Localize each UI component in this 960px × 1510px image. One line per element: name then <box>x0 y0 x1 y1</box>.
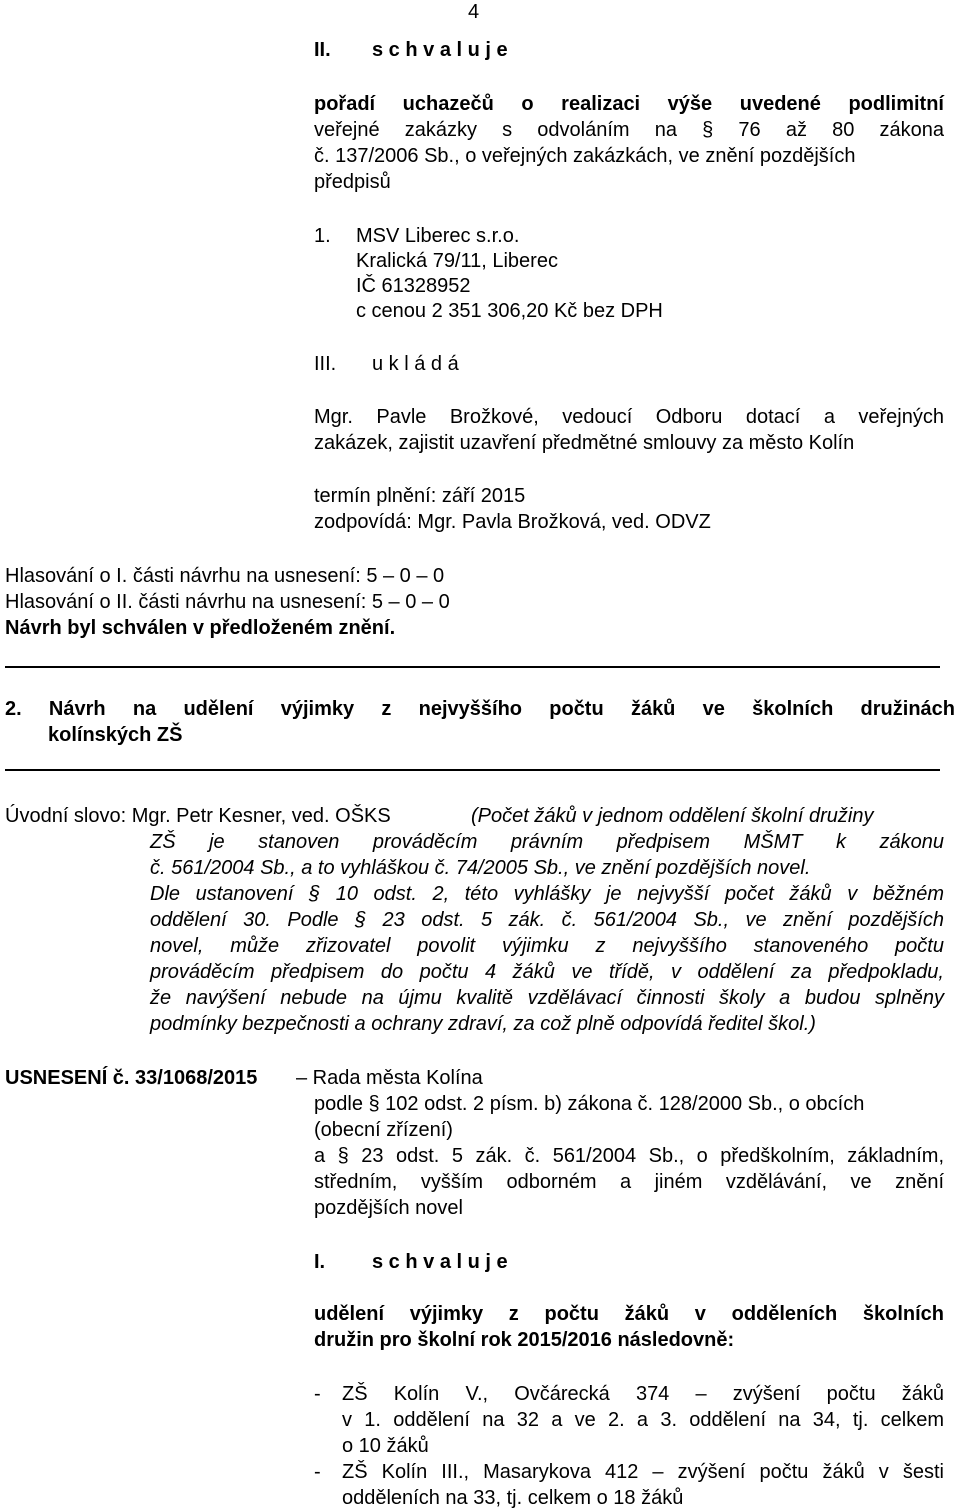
school-line: o 10 žáků <box>342 1435 429 1457</box>
intro-text: (Počet žáků v jednom oddělení školní družiny <box>471 805 874 827</box>
vote-line-2: Hlasování o II. části návrhu na usnesení: 5 – 0 – 0 <box>5 591 450 613</box>
section-iii-roman: III. <box>314 353 337 375</box>
bidder-line: IČ 61328952 <box>356 275 471 297</box>
resolution-roman: I. <box>314 1251 326 1273</box>
intro-text: č. 561/2004 Sb., a to vyhláškou č. 74/2005 Sb., ve znění pozdějších novel. <box>150 857 811 879</box>
vote-result: Návrh byl schválen v předloženém znění. <box>5 617 396 639</box>
intro-text: podmínky bezpečnosti a ochrany zdraví, za což plně odpovídá ředitel škol.) <box>150 1013 816 1035</box>
legal-line: a § 23 odst. 5 zák. č. 561/2004 Sb., o předškolním, základním, <box>314 1145 944 1167</box>
school-line: ZŠ Kolín III., Masarykova 412 – zvýšení počtu žáků v šesti <box>342 1461 944 1483</box>
section-ii-heading: s c h v a l u j e <box>372 39 508 61</box>
order-line: veřejné zakázky s odvoláním na § 76 až 80 zákona <box>314 119 944 141</box>
page-number: 4 <box>468 1 480 23</box>
intro-text: Dle ustanovení § 10 odst. 2, této vyhlášky je nejvyšší počet žáků v běžném <box>150 883 944 905</box>
school-dash: - <box>314 1383 321 1405</box>
legal-line: pozdějších novel <box>314 1197 463 1219</box>
legal-line: podle § 102 odst. 2 písm. b) zákona č. 128/2000 Sb., o obcích <box>314 1093 865 1115</box>
order-line: č. 137/2006 Sb., o veřejných zakázkách, ve znění pozdějších <box>314 145 856 167</box>
intro-text: že navýšení nebude na újmu kvalitě vzdělávací činnosti školy a budou splněny <box>150 987 944 1009</box>
approve-line: družin pro školní rok 2015/2016 následovně: <box>314 1329 735 1351</box>
intro-text: ZŠ je stanoven prováděcím právním předpisem MŠMT k zákonu <box>150 831 944 853</box>
task-line: zakázek, zajistit uzavření předmětné smlouvy za město Kolín <box>314 432 855 454</box>
intro-label: Úvodní slovo: Mgr. Petr Kesner, ved. OŠKS <box>5 805 391 827</box>
deadline: termín plnění: září 2015 <box>314 485 526 507</box>
bidder-line: c cenou 2 351 306,20 Kč bez DPH <box>356 300 663 322</box>
divider <box>5 666 940 668</box>
intro-text: prováděcím předpisem do počtu 4 žáků ve třídě, v oddělení za předpokladu, <box>150 961 944 983</box>
bidder-line: Kralická 79/11, Liberec <box>356 250 558 272</box>
legal-line: středním, vyšším odborném a jiném vzdělávání, ve znění <box>314 1171 944 1193</box>
section-iii-heading: u k l á d á <box>372 353 459 375</box>
section-ii-roman: II. <box>314 39 331 61</box>
school-line: v 1. oddělení na 32 a ve 2. a 3. oddělení na 34, tj. celkem <box>342 1409 944 1431</box>
divider <box>5 769 940 771</box>
item-2-title: 2. Návrh na udělení výjimky z nejvyššího počtu žáků ve školních družinách <box>5 698 955 720</box>
item-2-title-cont: kolínských ZŠ <box>48 724 183 746</box>
school-line: odděleních na 33, tj. celkem o 18 žáků <box>342 1487 684 1509</box>
task-line: Mgr. Pavle Brožkové, vedoucí Odboru dotací a veřejných <box>314 406 944 428</box>
school-line: ZŠ Kolín V., Ovčárecká 374 – zvýšení počtu žáků <box>342 1383 944 1405</box>
legal-line: (obecní zřízení) <box>314 1119 453 1141</box>
resolution-body: – Rada města Kolína <box>296 1067 483 1089</box>
resolution-heading: s c h v a l u j e <box>372 1251 508 1273</box>
responsible: zodpovídá: Mgr. Pavla Brožková, ved. ODVZ <box>314 511 711 533</box>
vote-line-1: Hlasování o I. části návrhu na usnesení: 5 – 0 – 0 <box>5 565 445 587</box>
school-dash: - <box>314 1461 321 1483</box>
order-line: předpisů <box>314 171 391 193</box>
order-line: pořadí uchazečů o realizaci výše uvedené podlimitní <box>314 93 944 115</box>
resolution-label: USNESENÍ č. 33/1068/2015 <box>5 1067 258 1089</box>
intro-text: oddělení 30. Podle § 23 odst. 5 zák. č. 561/2004 Sb., ve znění pozdějších <box>150 909 944 931</box>
approve-line: udělení výjimky z počtu žáků v odděleních školních <box>314 1303 944 1325</box>
intro-text: novel, může zřizovatel povolit výjimku z nejvyššího stanoveného počtu <box>150 935 944 957</box>
bidder-number: 1. <box>314 225 331 247</box>
bidder-line: MSV Liberec s.r.o. <box>356 225 520 247</box>
